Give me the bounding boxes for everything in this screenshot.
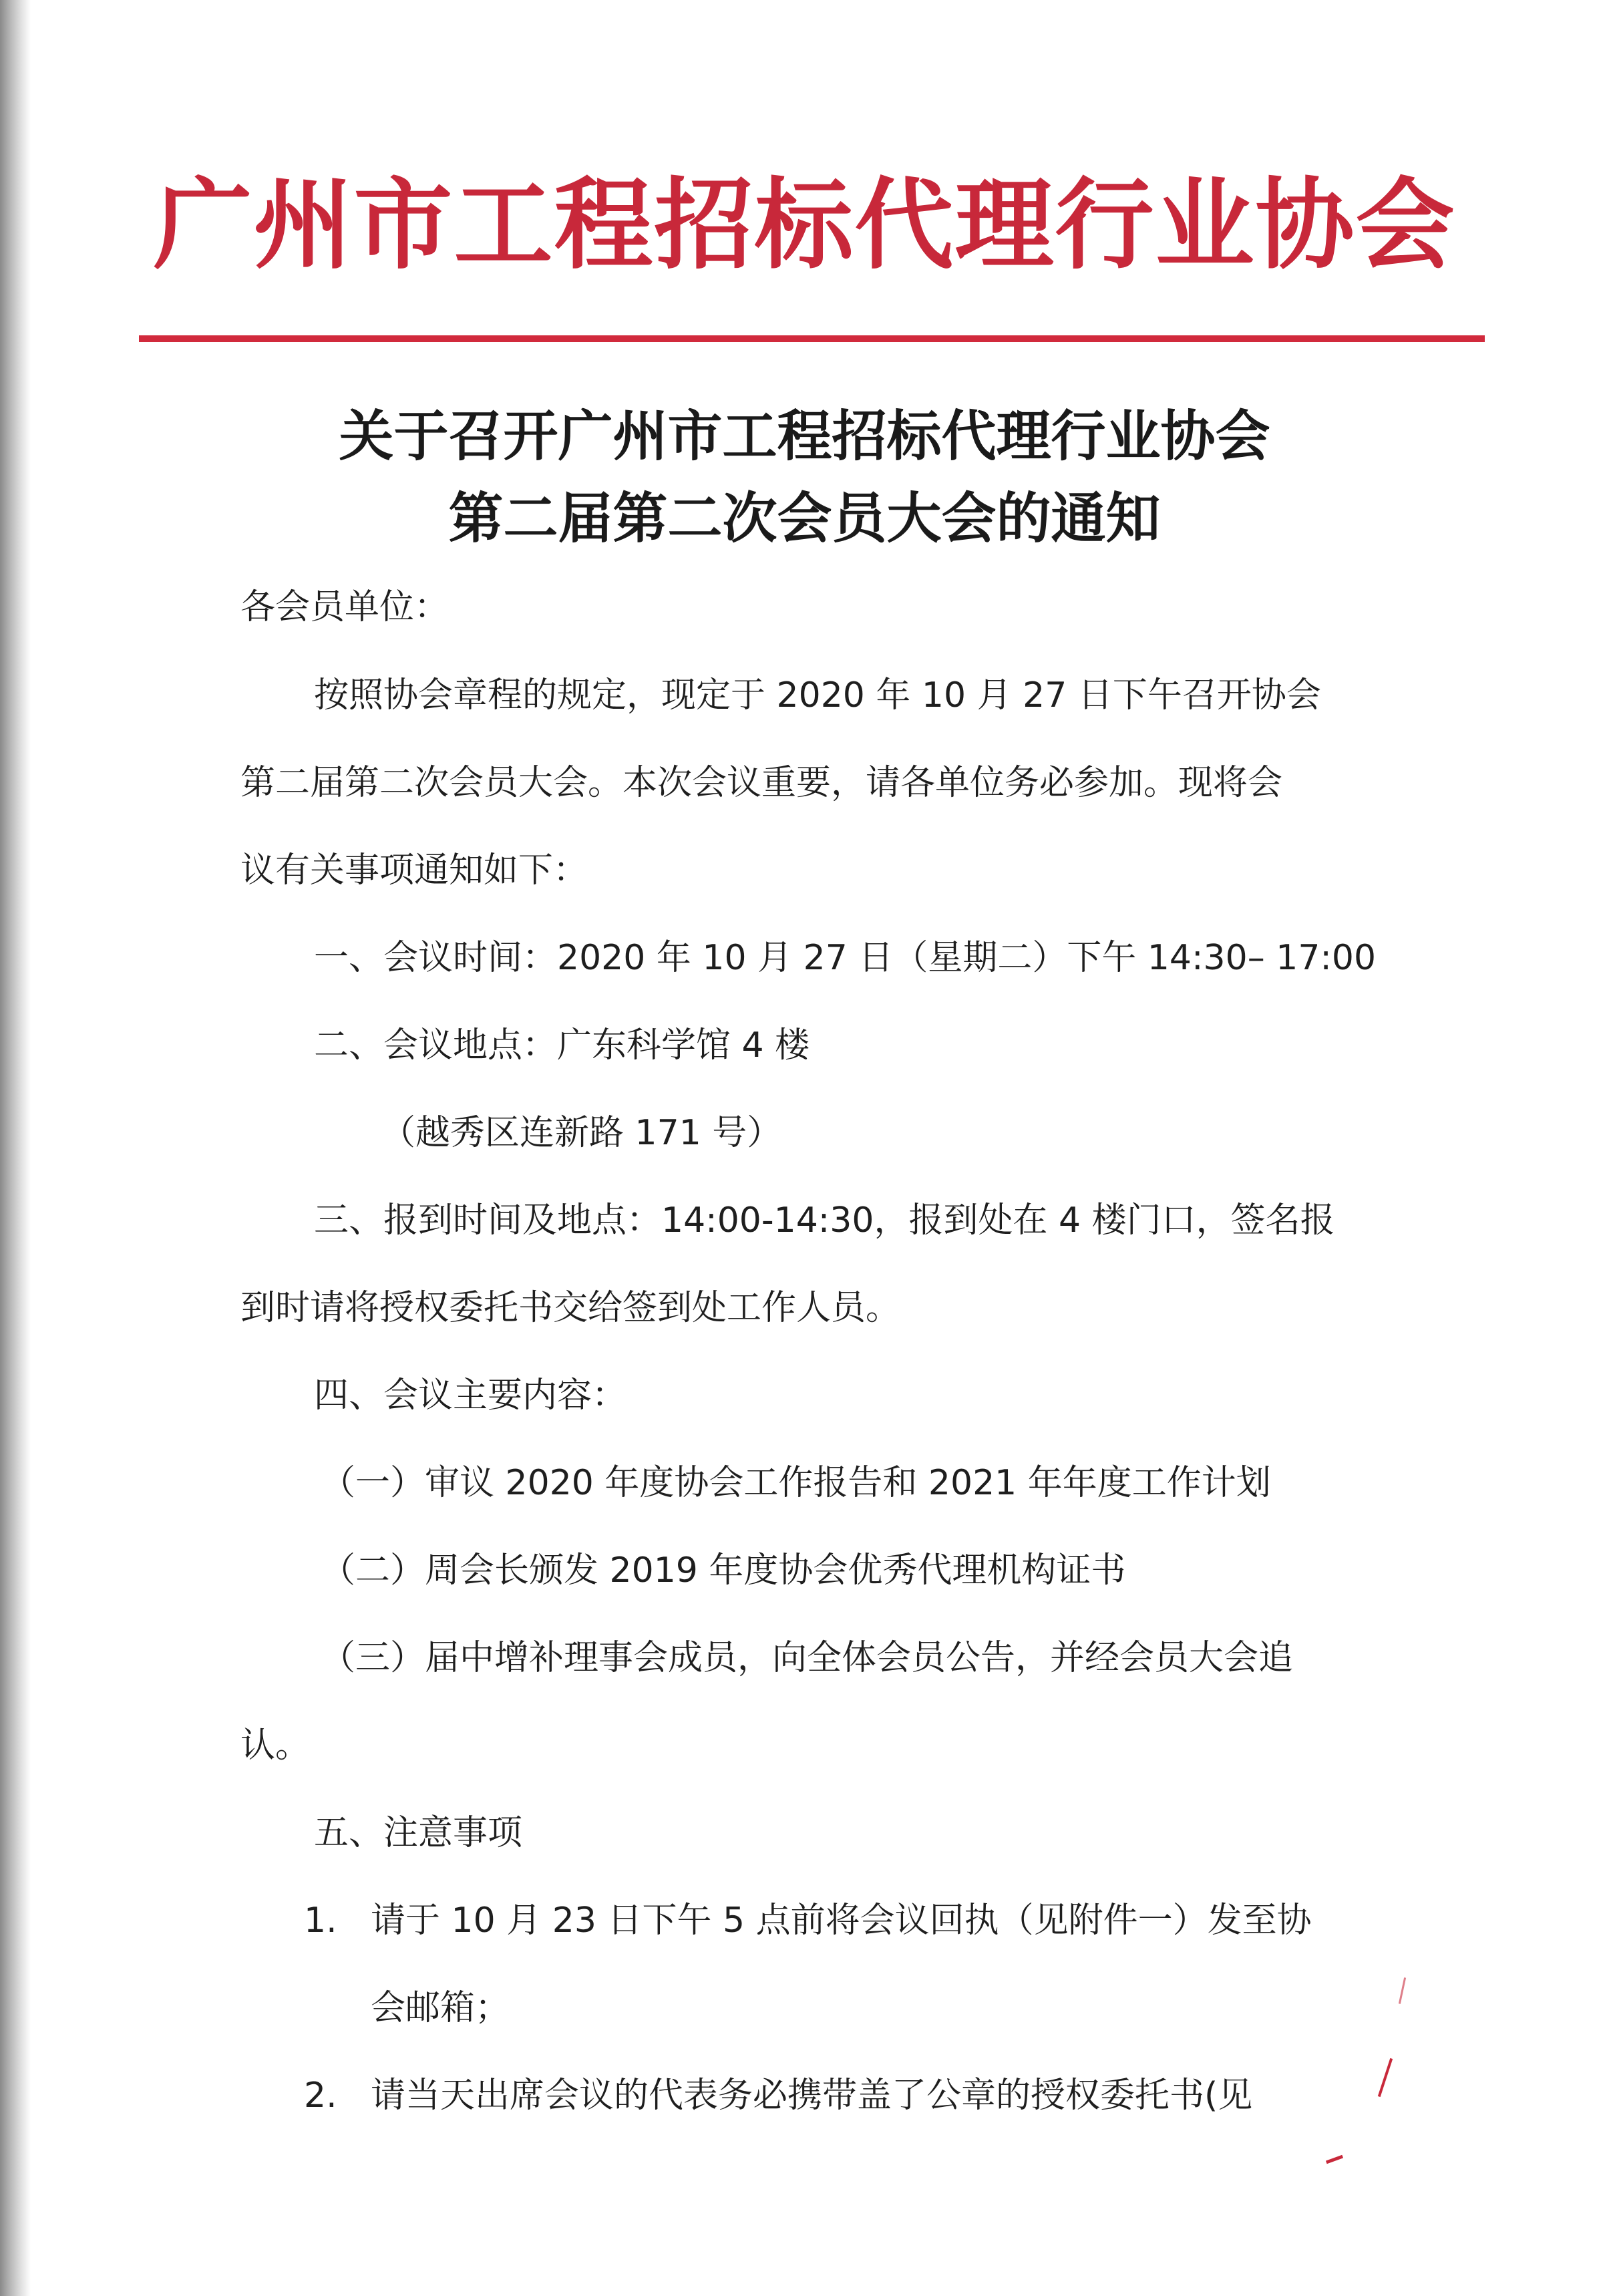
salutation: 各会员单位： xyxy=(240,587,450,627)
intro-line-3: 议有关事项通知如下： xyxy=(240,850,588,890)
seal-edge-mark xyxy=(1326,2155,1343,2164)
item-meeting-place: 二、会议地点：广东科学馆 4 楼 xyxy=(314,1025,810,1065)
intro-line-2: 第二届第二次会员大会。本次会议重要，请各单位务必参加。现将会 xyxy=(240,763,1283,803)
content-sub-3-line-1: （三）届中增补理事会成员，向全体会员公告，并经会员大会追 xyxy=(321,1638,1294,1678)
notice-title-line1: 关于召开广州市工程招标代理行业协会 xyxy=(339,404,1270,468)
intro-line-1: 按照协会章程的规定，现定于 2020 年 10 月 27 日下午召开协会 xyxy=(314,675,1321,715)
scan-edge-shadow xyxy=(0,0,31,2296)
item-registration-line-1: 三、报到时间及地点：14:00-14:30，报到处在 4 楼门口，签名报 xyxy=(314,1200,1335,1241)
note-2-line-1: 请当天出席会议的代表务必携带盖了公章的授权委托书(见 xyxy=(371,2076,1253,2116)
content-sub-3-line-2: 认。 xyxy=(240,1726,311,1766)
note-2-number: 2. xyxy=(304,2076,337,2116)
note-1-line-2: 会邮箱； xyxy=(371,1988,510,2028)
item-meeting-address: （越秀区连新路 171 号） xyxy=(381,1113,782,1153)
content-sub-2: （二）周会长颁发 2019 年度协会优秀代理机构证书 xyxy=(321,1550,1126,1591)
letterhead-org-name: 广州市工程招标代理行业协会 xyxy=(153,166,1456,283)
note-1-line-1: 请于 10 月 23 日下午 5 点前将会议回执（见附件一）发至协 xyxy=(371,1901,1312,1941)
item-meeting-time: 一、会议时间：2020 年 10 月 27 日（星期二）下午 14:30– 17:00 xyxy=(314,938,1377,978)
notice-title-line2: 第二届第二次会员大会的通知 xyxy=(448,486,1161,550)
item-notes-heading: 五、注意事项 xyxy=(314,1813,523,1853)
item-registration-line-2: 到时请将授权委托书交给签到处工作人员。 xyxy=(240,1288,901,1328)
item-main-content: 四、会议主要内容： xyxy=(314,1375,627,1416)
letterhead-red-rule xyxy=(139,335,1485,342)
content-sub-1: （一）审议 2020 年度协会工作报告和 2021 年年度工作计划 xyxy=(321,1463,1271,1503)
note-1-number: 1. xyxy=(304,1901,337,1941)
